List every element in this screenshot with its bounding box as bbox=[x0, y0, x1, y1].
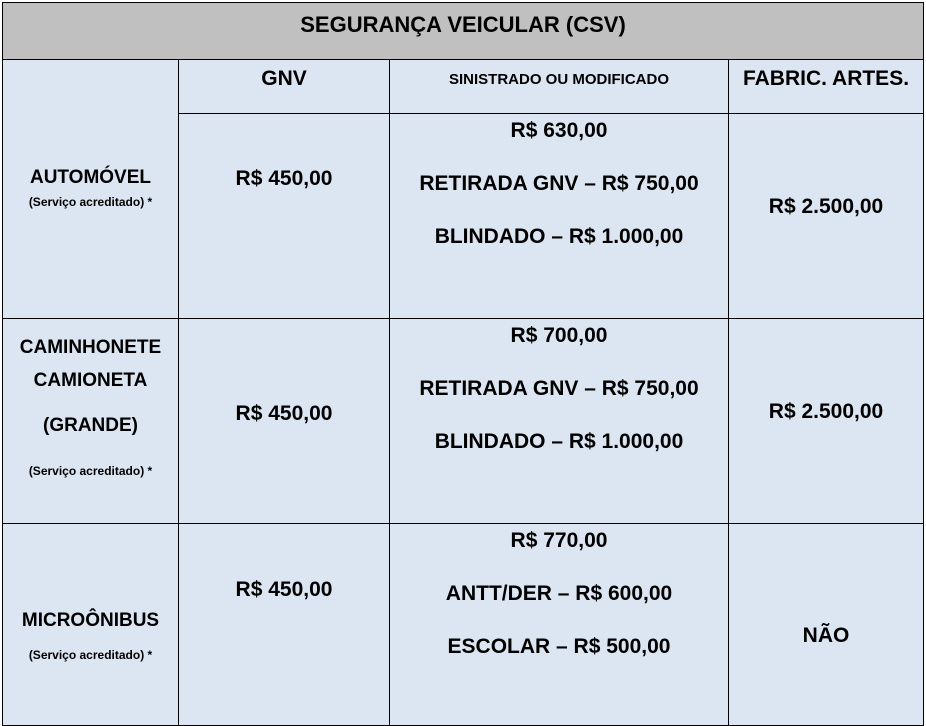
sinistrado-line: ESCOLAR – R$ 500,00 bbox=[447, 635, 671, 658]
fabric-price: R$ 2.500,00 bbox=[768, 400, 884, 423]
gnv-price: R$ 450,00 bbox=[235, 167, 333, 190]
row-label-main: (GRANDE) bbox=[43, 415, 138, 436]
row-label-main: AUTOMÓVEL bbox=[29, 166, 152, 188]
row-label-sub: (Serviço acreditado) * bbox=[28, 195, 153, 210]
sinistrado-prices bbox=[390, 514, 728, 673]
row-label-sub: (Serviço acreditado) * bbox=[28, 464, 153, 478]
sinistrado-line: R$ 770,00 bbox=[510, 529, 608, 552]
table-title: SEGURANÇA VEICULAR (CSV) bbox=[3, 3, 923, 59]
sinistrado-line: ANTT/DER – R$ 600,00 bbox=[445, 582, 673, 605]
fabric-value: NÃO bbox=[802, 624, 850, 647]
sinistrado-line: R$ 700,00 bbox=[510, 324, 608, 347]
gnv-price: R$ 450,00 bbox=[235, 578, 333, 601]
header-fabric: FABRIC. ARTES. bbox=[742, 67, 910, 90]
row-label-microonibus bbox=[3, 601, 178, 671]
header-gnv: GNV bbox=[261, 67, 307, 90]
fabric-price: R$ 2.500,00 bbox=[768, 195, 884, 218]
sinistrado-prices bbox=[390, 104, 728, 263]
sinistrado-line: RETIRADA GNV – R$ 750,00 bbox=[419, 377, 699, 400]
sinistrado-line: R$ 630,00 bbox=[510, 119, 608, 142]
row-label-sub: (Serviço acreditado) * bbox=[28, 648, 153, 663]
sinistrado-line: RETIRADA GNV – R$ 750,00 bbox=[419, 172, 699, 195]
header-sinistrado: SINISTRADO OU MODIFICADO bbox=[449, 70, 669, 88]
row-label-main: CAMINHONETE bbox=[19, 337, 162, 358]
row-label-caminhonete bbox=[3, 331, 178, 501]
sinistrado-line: BLINDADO – R$ 1.000,00 bbox=[434, 225, 684, 248]
sinistrado-prices bbox=[390, 309, 728, 468]
row-label-main: CAMIONETA bbox=[33, 370, 148, 391]
price-table bbox=[2, 2, 924, 726]
row-label-main: MICROÔNIBUS bbox=[21, 609, 160, 631]
sinistrado-line: BLINDADO – R$ 1.000,00 bbox=[434, 430, 684, 453]
gnv-price: R$ 450,00 bbox=[235, 402, 333, 425]
row-label-automovel bbox=[3, 153, 178, 223]
